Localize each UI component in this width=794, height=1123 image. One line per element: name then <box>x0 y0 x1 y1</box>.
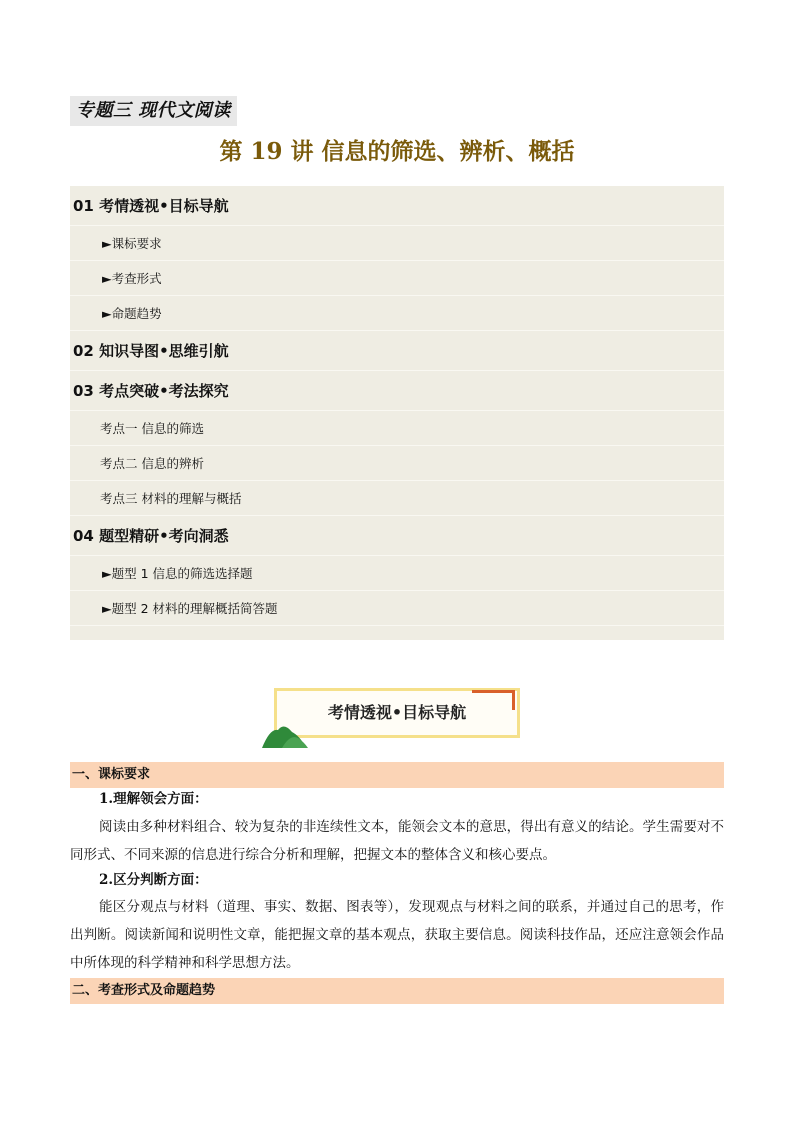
toc-item-point-1[interactable]: 考点一 信息的筛选 <box>70 411 724 446</box>
paragraph-understanding: 阅读由多种材料组合、较为复杂的非连续性文本，能领会文本的意思，得出有意义的结论。学生需要对不同形式、不同来源的信息进行综合分析和理解，把握文本的整体含义和核心要点。 <box>70 819 724 863</box>
toc-section-4[interactable]: 04 题型精研•考向洞悉 <box>70 516 724 556</box>
toc-item-point-3[interactable]: 考点三 材料的理解与概括 <box>70 481 724 516</box>
sub-heading-distinguishing: 2.区分判断方面： <box>99 872 208 888</box>
toc-section-2[interactable]: 02 知识导图•思维引航 <box>70 331 724 371</box>
toc-section-1[interactable]: 01 考情透视•目标导航 <box>70 186 724 226</box>
toc-item-curriculum[interactable]: ►课标要求 <box>70 226 724 261</box>
toc-item-point-2[interactable]: 考点二 信息的辨析 <box>70 446 724 481</box>
banner-title: 考情透视•目标导航 <box>327 703 467 722</box>
section-banner <box>262 688 524 748</box>
topic-tag: 专题三 现代文阅读 <box>70 96 237 126</box>
section-heading-exam-form: 二、考查形式及命题趋势 <box>70 978 724 1004</box>
table-of-contents <box>70 186 724 640</box>
page-title: 第 19 讲 信息的筛选、辨析、概括 <box>219 138 575 165</box>
toc-item-type-2[interactable]: ►题型 2 材料的理解概括简答题 <box>70 591 724 626</box>
sub-heading-understanding: 1.理解领会方面： <box>99 791 208 807</box>
section-heading-curriculum: 一、课标要求 <box>70 762 724 788</box>
toc-item-type-1[interactable]: ►题型 1 信息的筛选选择题 <box>70 556 724 591</box>
paragraph-distinguishing: 能区分观点与材料（道理、事实、数据、图表等），发现观点与材料之间的联系，并通过自己的思考，作出判断。阅读新闻和说明性文章，能把握文章的基本观点，获取主要信息。阅读科技作品，还应注意领会作品中所体现的科学精神和科学思想方法。 <box>70 899 724 971</box>
toc-section-3[interactable]: 03 考点突破•考法探究 <box>70 371 724 411</box>
toc-item-trend[interactable]: ►命题趋势 <box>70 296 724 331</box>
toc-item-exam-form[interactable]: ►考查形式 <box>70 261 724 296</box>
